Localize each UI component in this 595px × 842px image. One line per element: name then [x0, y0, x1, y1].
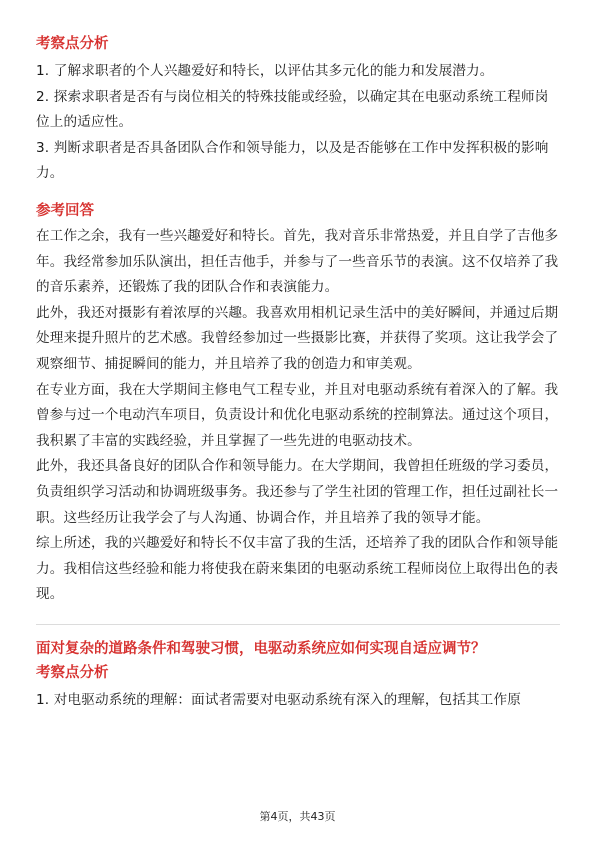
analysis-item: 1. 对电驱动系统的理解：面试者需要对电驱动系统有深入的理解，包括其工作原 — [36, 691, 522, 708]
document-body — [36, 34, 560, 713]
analysis-item: 2. 探索求职者是否有与岗位相关的特殊技能或经验，以确定其在电驱动系统工程师岗位上的适应性。 — [36, 88, 549, 131]
page-number: 第4页，共43页 — [259, 810, 336, 823]
analysis-heading: 考察点分析 — [36, 664, 109, 681]
answer-paragraph: 在工作之余，我有一些兴趣爱好和特长。首先，我对音乐非常热爱，并且自学了吉他多年。我经常参加乐队演出，担任吉他手，并参与了一些音乐节的表演。这不仅培养了我的音乐素养，还锻炼了我的团队合作和表演能力。 — [36, 227, 559, 296]
analysis-item: 1. 了解求职者的个人兴趣爱好和特长，以评估其多元化的能力和发展潜力。 — [36, 63, 494, 79]
analysis-heading: 考察点分析 — [36, 36, 109, 52]
section-divider — [36, 624, 560, 625]
analysis-item: 3. 判断求职者是否具备团队合作和领导能力，以及是否能够在工作中发挥积极的影响力。 — [36, 139, 549, 182]
answer-paragraph: 在专业方面，我在大学期间主修电气工程专业，并且对电驱动系统有着深入的了解。我曾参与过一个电动汽车项目，负责设计和优化电驱动系统的控制算法。通过这个项目，我积累了丰富的实践经验，并且掌握了一些先进的电驱动技术。 — [36, 381, 559, 449]
question-heading: 面对复杂的道路条件和驾驶习惯，电驱动系统应如何实现自适应调节？ — [36, 640, 486, 657]
answer-heading: 参考回答 — [36, 202, 94, 219]
answer-paragraph: 此外，我还对摄影有着浓厚的兴趣。我喜欢用相机记录生活中的美好瞬间，并通过后期处理来提升照片的艺术感。我曾经参加过一些摄影比赛，并获得了奖项。这让我学会了观察细节、捕捉瞬间的能力，并且培养了我的创造力和审美观。 — [36, 304, 559, 372]
answer-paragraph: 此外，我还具备良好的团队合作和领导能力。在大学期间，我曾担任班级的学习委员，负责组织学习活动和协调班级事务。我还参与了学生社团的管理工作，担任过副社长一职。这些经历让我学会了与人沟通、协调合作，并且培养了我的领导才能。 — [36, 458, 559, 526]
answer-paragraph: 综上所述，我的兴趣爱好和特长不仅丰富了我的生活，还培养了我的团队合作和领导能力。我相信这些经验和能力将使我在蔚来集团的电驱动系统工程师岗位上取得出色的表现。 — [36, 535, 559, 603]
